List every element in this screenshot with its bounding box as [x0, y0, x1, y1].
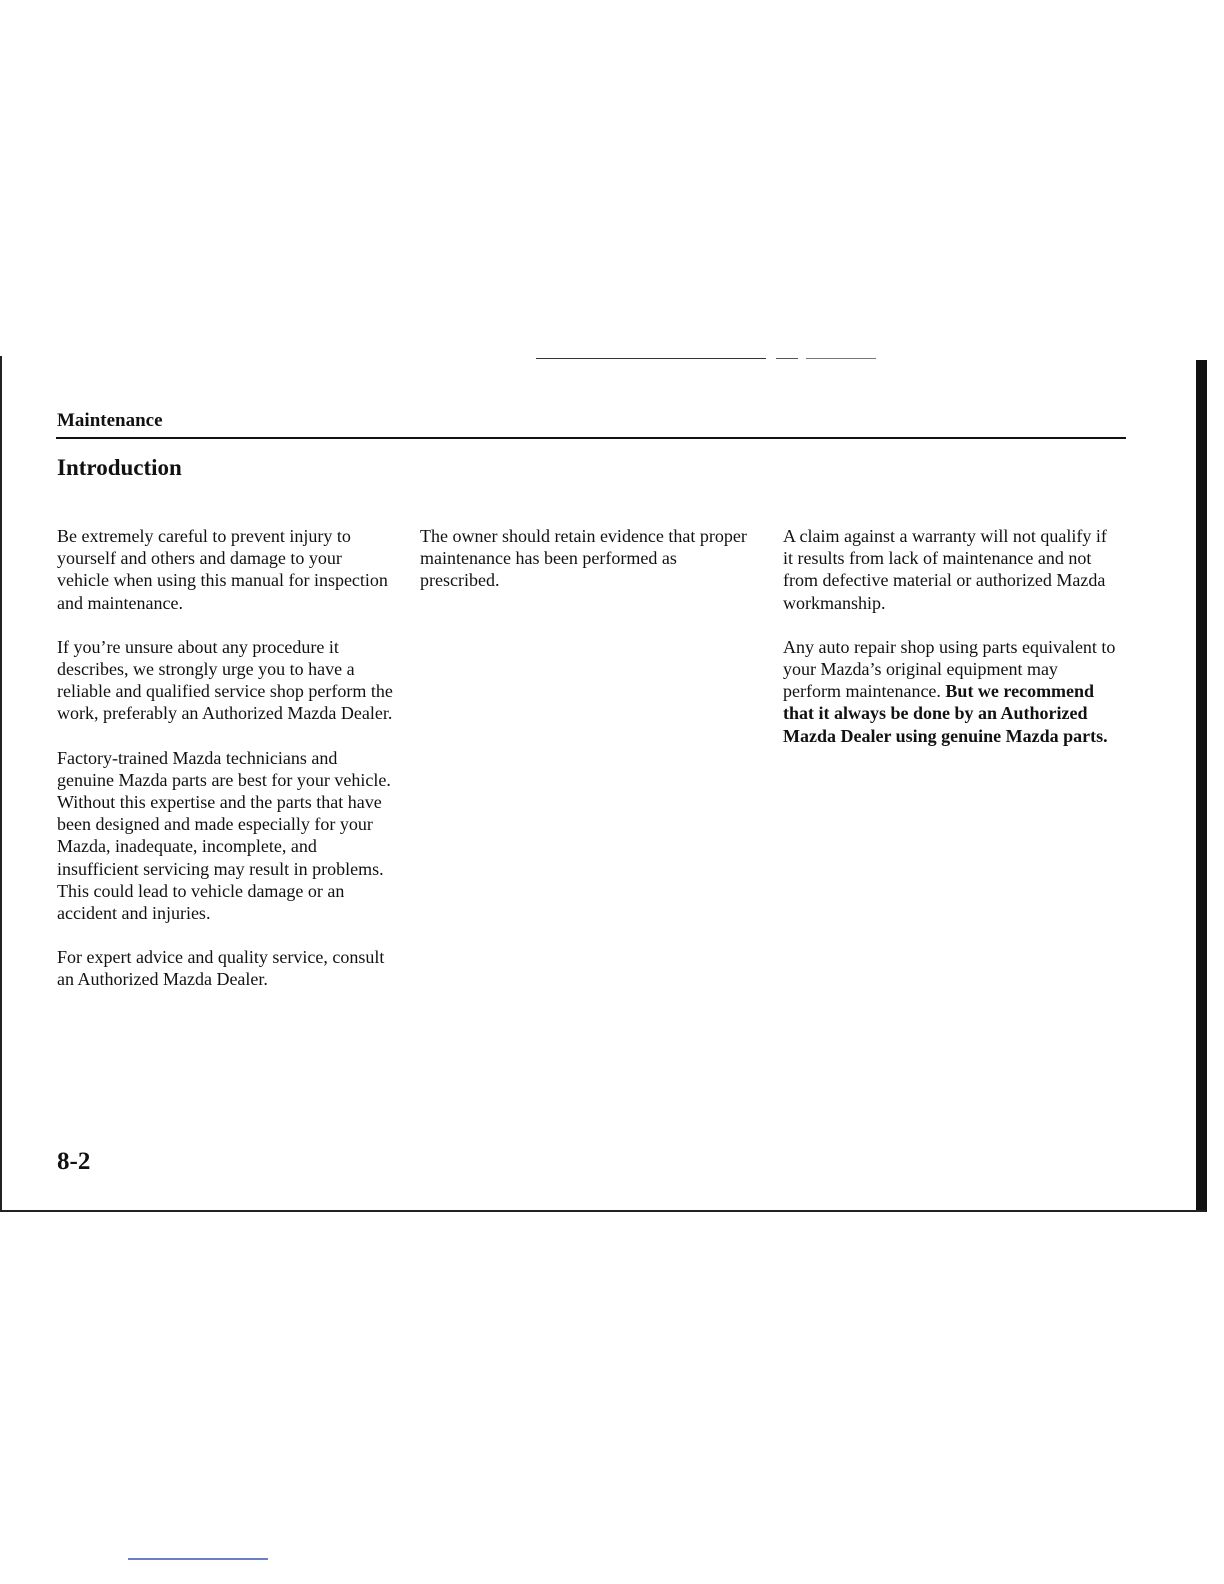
paragraph-warranty-claim: A claim against a warranty will not qualify if it results from lack of maintenance and not from defective material or authorized Mazda workmanship. [783, 526, 1107, 613]
dealer-recommendation: But we recommend that it always be done by an Authorized Mazda Dealer using genuine Mazda parts. [783, 681, 1108, 746]
header-rule [56, 437, 1126, 439]
paragraph-retain-evidence: The owner should retain evidence that proper maintenance has been performed as prescribed. [420, 526, 747, 591]
text-column-2 [420, 525, 760, 614]
text-column-1 [57, 525, 397, 1013]
paragraph-safety-warning: Be extremely careful to prevent injury to yourself and others and damage to your vehicle when using this manual for inspection and maintenance. [57, 526, 388, 613]
scan-artifact-top-line [536, 358, 876, 359]
paragraph-factory-trained: Factory-trained Mazda technicians and genuine Mazda parts are best for your vehicle. Without this expertise and the parts that have been designed and made especially for your Mazda, inadequate, incomplete, and insufficient servicing may result in problems. This could lead to vehicle damage or an accident and injuries. [57, 747, 391, 924]
page-border-bottom [0, 1210, 1206, 1212]
paragraph-unsure-procedure: If you’re unsure about any procedure it describes, we strongly urge you to have a reliable and qualified service shop perform the work, preferably an Authorized Mazda Dealer. [57, 636, 393, 724]
page-border-right [1196, 360, 1207, 1212]
page-title: Introduction [57, 455, 182, 480]
text-column-3 [783, 525, 1118, 769]
page-border-left [0, 356, 2, 1212]
paragraph-expert-advice: For expert advice and quality service, consult an Authorized Mazda Dealer. [57, 947, 385, 990]
scan-artifact-bottom-line [128, 1558, 268, 1560]
page-number: 8-2 [57, 1148, 91, 1175]
paragraph-repair-shop [783, 636, 1118, 747]
section-label: Maintenance [57, 410, 163, 431]
repair-shop-text: Any auto repair shop using parts equivalent to your Mazda’s original equipment may perform maintenance. [783, 636, 1116, 702]
